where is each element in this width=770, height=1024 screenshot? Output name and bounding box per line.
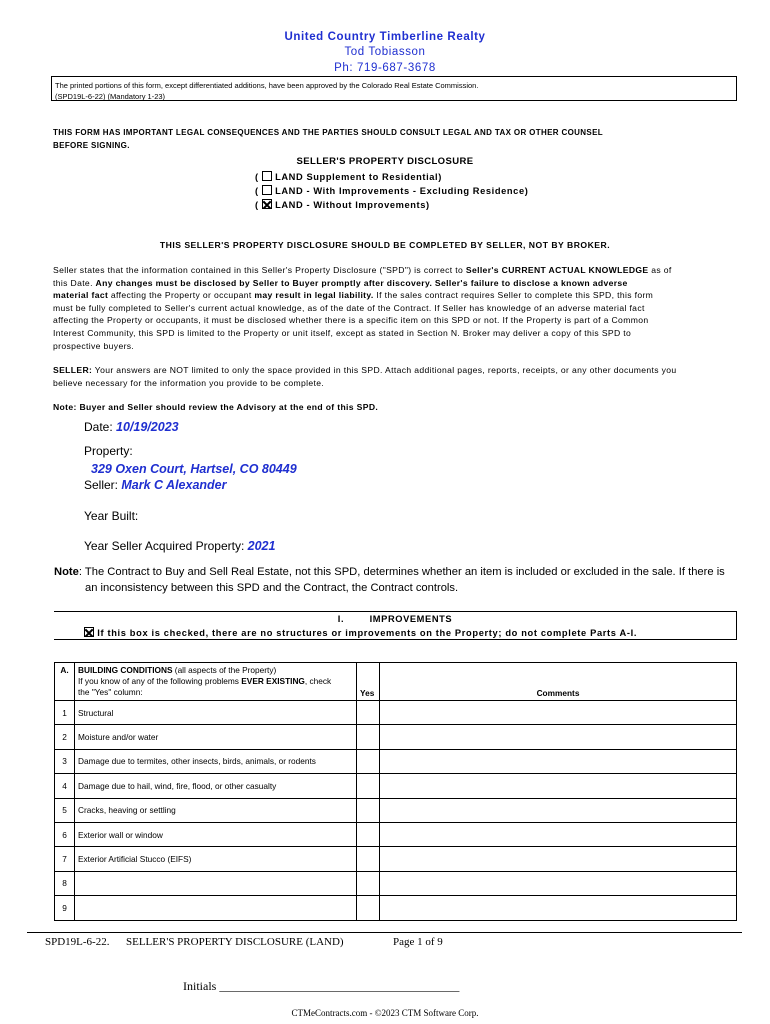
row-comments-cell[interactable] bbox=[380, 774, 737, 798]
table-row bbox=[55, 896, 737, 920]
agent-phone: Ph: 719-687-3678 bbox=[334, 62, 436, 74]
legal-warning-line-1: THIS FORM HAS IMPORTANT LEGAL CONSEQUENCES AND THE PARTIES SHOULD CONSULT LEGAL AND TAX OR OTHER COUNSEL bbox=[53, 128, 604, 137]
row-number: 5 bbox=[55, 798, 75, 822]
initials-line[interactable]: ________________________________________ bbox=[219, 979, 460, 993]
intro-bold: Seller's CURRENT ACTUAL KNOWLEDGE bbox=[465, 265, 649, 275]
row-item-label: Exterior Artificial Stucco (EIFS) bbox=[75, 847, 357, 871]
row-yes-cell[interactable] bbox=[357, 749, 380, 773]
footer-page-number: Page 1 of 9 bbox=[393, 936, 443, 948]
checkbox-land-without-improvements[interactable] bbox=[262, 199, 272, 209]
intro-text: If the sales contract requires Seller to complete this SPD, this form bbox=[373, 290, 654, 301]
intro-line: affecting the Property or occupants, it must be disclosed whether there is a specific item on this SPD or not. If the Property is part of a Common bbox=[53, 315, 649, 326]
row-number: 3 bbox=[55, 749, 75, 773]
year-built-label: Year Built: bbox=[84, 509, 139, 523]
form-title: SELLER'S PROPERTY DISCLOSURE bbox=[296, 156, 474, 167]
year-acquired-field bbox=[84, 539, 275, 553]
legal-warning-line-2: BEFORE SIGNING. bbox=[53, 140, 130, 150]
seller-field bbox=[84, 478, 227, 492]
initials-field[interactable] bbox=[183, 979, 459, 994]
row-item-label bbox=[75, 871, 357, 895]
table-row bbox=[55, 847, 737, 871]
table-row bbox=[55, 871, 737, 895]
seller-note-text: believe necessary for the information you provide to be complete. bbox=[53, 377, 325, 388]
table-heading: BUILDING CONDITIONS bbox=[78, 665, 173, 675]
intro-line: prospective buyers. bbox=[53, 340, 135, 351]
row-item-label: Exterior wall or window bbox=[75, 822, 357, 846]
table-heading-suffix: (all aspects of the Property) bbox=[172, 665, 277, 675]
intro-bold: Any changes must be disclosed by Seller to Buyer promptly after discovery. Seller's failure to disclose a known adverse bbox=[95, 277, 628, 288]
footer-form-title: SELLER'S PROPERTY DISCLOSURE (LAND) bbox=[126, 936, 344, 948]
table-row bbox=[55, 822, 737, 846]
seller-label: Seller: bbox=[84, 478, 119, 492]
row-item-label: Structural bbox=[75, 701, 357, 725]
table-header-row bbox=[55, 663, 737, 701]
footer-copyright: CTMeContracts.com - ©2023 CTM Software Corp. bbox=[291, 1008, 479, 1018]
row-comments-cell[interactable] bbox=[380, 847, 737, 871]
row-comments-cell[interactable] bbox=[380, 701, 737, 725]
table-row bbox=[55, 798, 737, 822]
checkbox-no-improvements[interactable] bbox=[84, 627, 94, 637]
table-row bbox=[55, 774, 737, 798]
option-land-with-improvements-label: LAND - With Improvements - Excluding Residence) bbox=[275, 186, 529, 196]
row-comments-cell[interactable] bbox=[380, 896, 737, 920]
row-yes-cell[interactable] bbox=[357, 725, 380, 749]
checkbox-land-supplement[interactable] bbox=[262, 171, 272, 181]
table-row bbox=[55, 701, 737, 725]
row-yes-cell[interactable] bbox=[357, 798, 380, 822]
option-land-with-improvements[interactable]: ( LAND - With Improvements - Excluding Residence) bbox=[255, 186, 529, 196]
row-yes-cell[interactable] bbox=[357, 896, 380, 920]
row-number: 6 bbox=[55, 822, 75, 846]
table-instruction: If you know of any of the following problems bbox=[78, 676, 242, 686]
table-row bbox=[55, 749, 737, 773]
intro-text: as of bbox=[648, 265, 672, 275]
no-improvements-text: If this box is checked, there are no structures or improvements on the Property; do not complete Parts A-I. bbox=[97, 628, 638, 638]
row-number: 4 bbox=[55, 774, 75, 798]
date-field bbox=[84, 420, 179, 434]
contract-note-label: Note bbox=[54, 566, 79, 578]
section-letter: A. bbox=[55, 663, 75, 701]
row-number: 8 bbox=[55, 871, 75, 895]
section-improvements bbox=[54, 611, 737, 640]
row-item-label: Moisture and/or water bbox=[75, 725, 357, 749]
section-title: IMPROVEMENTS bbox=[369, 614, 453, 624]
row-yes-cell[interactable] bbox=[357, 822, 380, 846]
contract-note bbox=[54, 564, 764, 596]
section-number: I. bbox=[337, 614, 345, 624]
initials-label: Initials bbox=[183, 979, 217, 993]
row-item-label bbox=[75, 896, 357, 920]
row-number: 2 bbox=[55, 725, 75, 749]
footer-rule bbox=[27, 932, 742, 933]
building-conditions-table bbox=[54, 662, 737, 921]
intro-line: must be fully completed to Seller's current actual knowledge, as of the date of the Contract. If Seller has knowledge of an adverse material fact bbox=[53, 302, 645, 313]
option-land-without-improvements-label: LAND - Without Improvements) bbox=[275, 200, 430, 210]
legal-warning bbox=[53, 127, 603, 152]
property-value[interactable]: 329 Oxen Court, Hartsel, CO 80449 bbox=[91, 462, 297, 476]
option-land-without-improvements[interactable]: ( LAND - Without Improvements) bbox=[255, 200, 430, 210]
option-land-supplement[interactable]: ( LAND Supplement to Residential) bbox=[255, 172, 442, 182]
year-acquired-label: Year Seller Acquired Property: bbox=[84, 539, 245, 553]
option-land-supplement-label: LAND Supplement to Residential) bbox=[275, 172, 442, 182]
advisory-note: Note: Buyer and Seller should review the Advisory at the end of this SPD. bbox=[53, 402, 379, 412]
row-yes-cell[interactable] bbox=[357, 871, 380, 895]
table-instruction: the "Yes" column: bbox=[78, 687, 143, 697]
intro-bold: material fact bbox=[53, 290, 109, 301]
property-label: Property: bbox=[84, 444, 133, 458]
col-yes: Yes bbox=[357, 663, 380, 701]
approval-line-1: The printed portions of this form, except differentiated additions, have been approved by the Colorado Real Estate Commission. bbox=[55, 81, 479, 90]
form-type-options bbox=[255, 170, 528, 212]
row-item-label: Damage due to hail, wind, fire, flood, or other casualty bbox=[75, 774, 357, 798]
intro-text: this Date. bbox=[53, 277, 96, 288]
row-comments-cell[interactable] bbox=[380, 749, 737, 773]
approval-line-2: (SPD19L-6-22) (Mandatory 1-23) bbox=[55, 92, 166, 101]
seller-note-text: Your answers are NOT limited to only the space provided in this SPD. Attach additional pages, reports, receipts, or any other documents you bbox=[92, 365, 677, 375]
contract-note-text: : The Contract to Buy and Sell Real Estate, not this SPD, determines whether an item is included or excluded in the sale. If there is bbox=[78, 566, 725, 578]
year-acquired-value[interactable]: 2021 bbox=[247, 539, 276, 553]
company-name: United Country Timberline Realty bbox=[284, 31, 486, 43]
intro-text: Seller states that the information contained in this Seller's Property Disclosure ("SPD") is correct to bbox=[53, 265, 466, 275]
row-comments-cell[interactable] bbox=[380, 871, 737, 895]
checkbox-land-with-improvements[interactable] bbox=[262, 185, 272, 195]
row-item-label: Damage due to termites, other insects, birds, animals, or rodents bbox=[75, 749, 357, 773]
row-comments-cell[interactable] bbox=[380, 798, 737, 822]
footer-form-id: SPD19L-6-22. bbox=[45, 936, 110, 948]
date-label: Date: bbox=[84, 420, 113, 434]
row-number: 7 bbox=[55, 847, 75, 871]
approval-box bbox=[51, 76, 737, 101]
no-improvements-option[interactable] bbox=[84, 627, 637, 638]
row-number: 9 bbox=[55, 896, 75, 920]
date-value[interactable]: 10/19/2023 bbox=[116, 420, 179, 434]
intro-text: affecting the Property or occupant bbox=[108, 290, 255, 301]
row-item-label: Cracks, heaving or settling bbox=[75, 798, 357, 822]
intro-line: Interest Community, this SPD is limited to the Property or unit itself, except as stated in Section N. Broker may deliver a copy of this SPD to bbox=[53, 327, 632, 338]
intro-paragraph bbox=[53, 264, 743, 352]
seller-note-label: SELLER: bbox=[53, 365, 93, 375]
contract-note-text: an inconsistency between this SPD and the Contract, the Contract controls. bbox=[85, 582, 459, 594]
seller-note bbox=[53, 364, 753, 389]
row-comments-cell[interactable] bbox=[380, 725, 737, 749]
agent-name: Tod Tobiasson bbox=[344, 46, 426, 58]
form-subtitle: THIS SELLER'S PROPERTY DISCLOSURE SHOULD BE COMPLETED BY SELLER, NOT BY BROKER. bbox=[159, 240, 611, 250]
table-row bbox=[55, 725, 737, 749]
table-heading-cell bbox=[75, 663, 357, 701]
row-yes-cell[interactable] bbox=[357, 847, 380, 871]
col-comments: Comments bbox=[380, 663, 737, 701]
section-heading bbox=[54, 614, 736, 624]
intro-bold: may result in legal liability. bbox=[254, 290, 374, 301]
row-comments-cell[interactable] bbox=[380, 822, 737, 846]
table-instruction: , check bbox=[304, 676, 332, 686]
table-instruction-bold: EVER EXISTING bbox=[241, 676, 305, 686]
row-yes-cell[interactable] bbox=[357, 701, 380, 725]
row-yes-cell[interactable] bbox=[357, 774, 380, 798]
row-number: 1 bbox=[55, 701, 75, 725]
seller-value[interactable]: Mark C Alexander bbox=[121, 478, 227, 492]
